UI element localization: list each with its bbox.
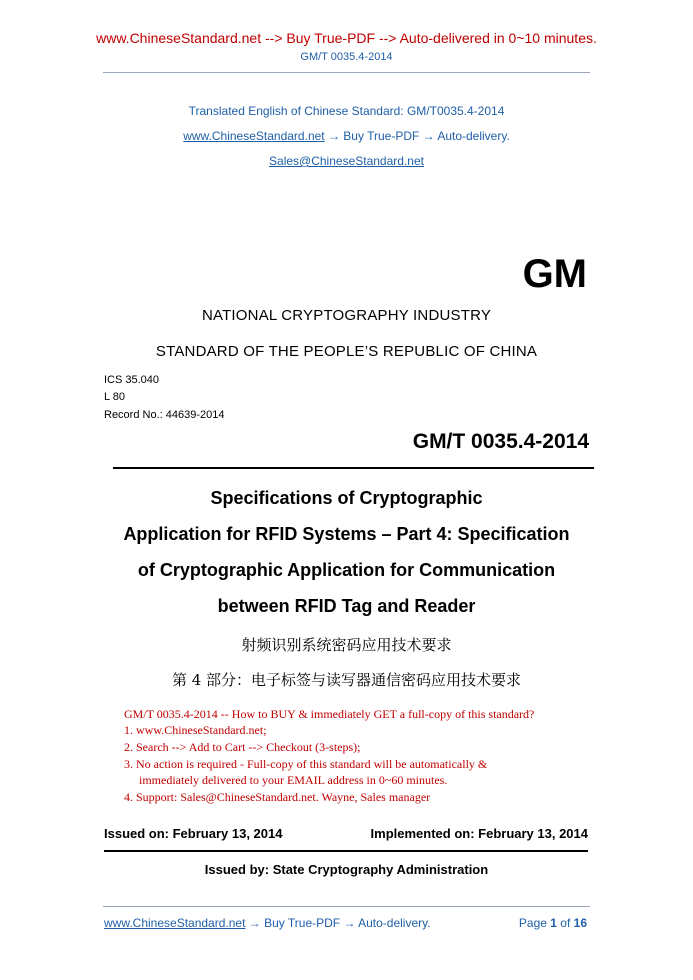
issuer-line-2: STANDARD OF THE PEOPLE’S REPUBLIC OF CHINA: [155, 343, 538, 360]
site-link[interactable]: www.ChineseStandard.net: [183, 129, 325, 143]
site-suffix: → Buy True-PDF → Auto-delivery.: [324, 129, 510, 143]
translation-note: Translated English of Chinese Standard: GM/T0035.4-2014: [188, 104, 505, 118]
footer-site-suffix: → Buy True-PDF → Auto-delivery.: [245, 916, 431, 930]
issued-by: Issued by: State Cryptography Administration: [204, 862, 489, 877]
record-number: Record No.: 44639-2014: [104, 409, 225, 421]
translation-site-line: [0, 129, 693, 143]
purchase-item: 3. No action is required - Full-copy of this standard will be automatically &: [124, 757, 488, 771]
footer-site-link[interactable]: www.ChineseStandard.net: [104, 916, 246, 930]
title-line-4: between RFID Tag and Reader: [217, 596, 476, 616]
title-line-2: Application for RFID Systems – Part 4: Specification: [123, 524, 570, 544]
page-indicator: [519, 916, 587, 930]
ics-code: ICS 35.040: [104, 374, 160, 386]
title-zh-1: 射频识别系统密码应用技术要求: [241, 636, 452, 654]
issuer-line-1: NATIONAL CRYPTOGRAPHY INDUSTRY: [201, 307, 492, 324]
gm-logo: GM: [522, 252, 587, 296]
email-link[interactable]: Sales@ChineseStandard.net: [269, 154, 424, 168]
top-banner: www.ChineseStandard.net --> Buy True-PDF --> Auto-delivered in 0~10 minutes.: [96, 30, 597, 46]
purchase-item: 4. Support: Sales@ChineseStandard.net. Wayne, Sales manager: [124, 790, 431, 804]
header-code: GM/T 0035.4-2014: [300, 51, 393, 63]
title-zh-2: 第 4 部分：电子标签与读写器通信密码应用技术要求: [171, 671, 522, 689]
of-label: of: [556, 916, 574, 930]
purchase-heading: GM/T 0035.4-2014 -- How to BUY & immediately GET a full-copy of this standard?: [124, 707, 535, 721]
purchase-item: immediately delivered to your EMAIL address in 0~60 minutes.: [139, 773, 448, 787]
title-line-1: Specifications of Cryptographic: [210, 488, 483, 508]
issued-date: Issued on: February 13, 2014: [104, 826, 283, 841]
purchase-item: 2. Search --> Add to Cart --> Checkout (3-steps);: [124, 740, 361, 754]
classification-code: L 80: [104, 391, 126, 403]
dates-rule: [104, 850, 588, 852]
page-label: Page: [518, 916, 551, 930]
header-divider: [103, 72, 590, 73]
standard-code: GM/T 0035.4-2014: [412, 430, 589, 453]
footer-divider: [103, 906, 590, 907]
title-rule: [113, 467, 594, 469]
footer-site-line: [104, 916, 431, 930]
page-number: 1: [550, 916, 557, 930]
page-total: 16: [573, 916, 587, 930]
implemented-date: Implemented on: February 13, 2014: [370, 826, 588, 841]
title-line-3: of Cryptographic Application for Communication: [137, 560, 556, 580]
purchase-item: 1. www.ChineseStandard.net;: [124, 723, 267, 737]
translation-email-line: [0, 154, 693, 168]
